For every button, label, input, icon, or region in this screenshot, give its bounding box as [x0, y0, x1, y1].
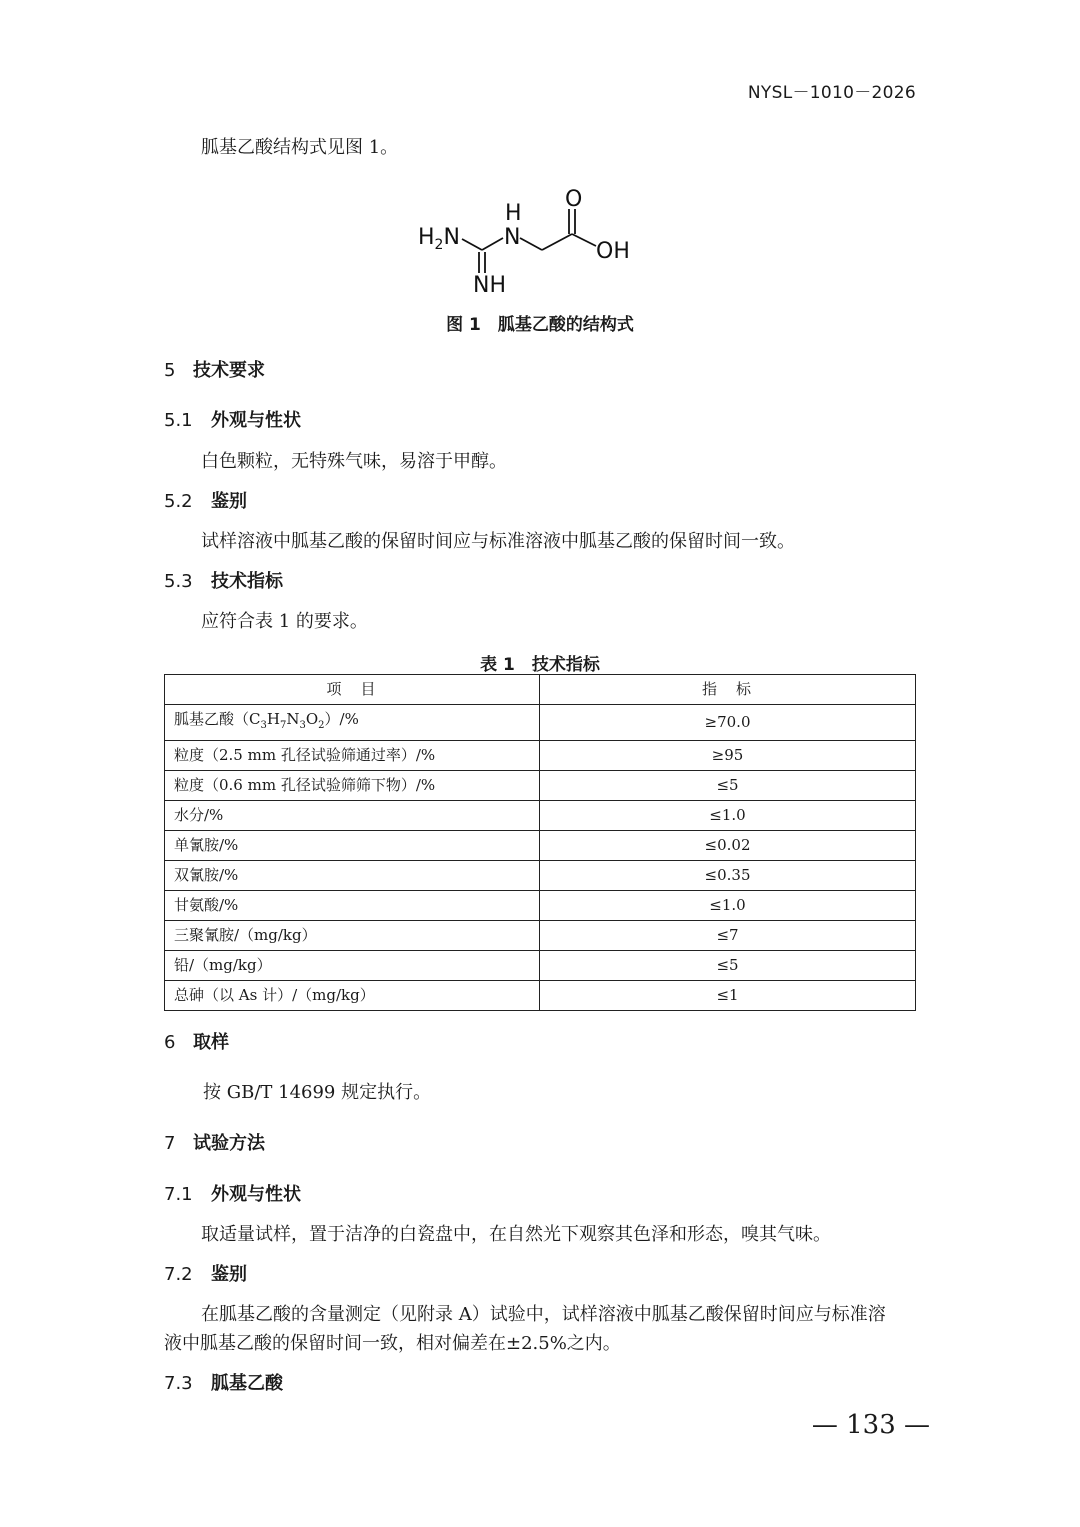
- section-5-1-heading: [164, 410, 301, 432]
- table-row: [165, 741, 916, 771]
- table-row: [165, 831, 916, 861]
- table-cell-item: 铅/（mg/kg）: [165, 951, 540, 981]
- table-row: [165, 951, 916, 981]
- section-number: 7.3: [164, 1373, 193, 1394]
- section-number: 5.2: [164, 491, 193, 512]
- section-7-2-body-line2: 液中胍基乙酸的保留时间一致，相对偏差在±2.5%之内。: [164, 1333, 621, 1354]
- section-number: 5.3: [164, 571, 193, 592]
- table-cell-value: ≤1.0: [540, 891, 916, 921]
- table-cell-value: ≤0.35: [540, 861, 916, 891]
- section-7-2-heading: [164, 1264, 247, 1286]
- section-5-2-body: 试样溶液中胍基乙酸的保留时间应与标准溶液中胍基乙酸的保留时间一致。: [201, 531, 795, 552]
- section-title: 技术要求: [193, 360, 265, 381]
- tech-spec-table: [164, 674, 916, 1011]
- table-header-item: 项 目: [165, 675, 540, 705]
- section-6-heading: [164, 1032, 229, 1054]
- section-6-body: 按 GB/T 14699 规定执行。: [203, 1082, 432, 1103]
- atom-o: O: [565, 187, 583, 212]
- table-row: [165, 981, 916, 1011]
- document-code: NYSL－1010－2026: [747, 83, 916, 103]
- section-title: 试验方法: [193, 1133, 265, 1154]
- bonds: [462, 209, 596, 273]
- section-7-heading: [164, 1133, 265, 1155]
- table-cell-value: ≤0.02: [540, 831, 916, 861]
- table-row: [165, 771, 916, 801]
- atom-n: N: [504, 225, 521, 250]
- table-cell-item: 水分/%: [165, 801, 540, 831]
- section-number: 5.1: [164, 410, 193, 431]
- table-cell-item: 单氰胺/%: [165, 831, 540, 861]
- section-number: 6: [164, 1032, 176, 1053]
- section-7-3-heading: [164, 1373, 283, 1395]
- table-row: [165, 801, 916, 831]
- section-5-1-body: 白色颗粒，无特殊气味，易溶于甲醇。: [201, 451, 507, 472]
- table-cell-value: ≥70.0: [540, 705, 916, 741]
- section-title: 外观与性状: [211, 410, 301, 431]
- table-row: [165, 921, 916, 951]
- atom-h2n: $H_2N$: [418, 225, 460, 253]
- section-title: 鉴别: [211, 1264, 247, 1285]
- section-5-3-body: 应符合表 1 的要求。: [201, 611, 368, 632]
- table-caption: 表 1 技术指标: [480, 655, 600, 675]
- section-title: 取样: [193, 1032, 229, 1053]
- section-number: 7: [164, 1133, 176, 1154]
- section-number: 7.2: [164, 1264, 193, 1285]
- table-cell-item: 三聚氰胺/（mg/kg）: [165, 921, 540, 951]
- figure-caption: 图 1 胍基乙酸的结构式: [446, 315, 634, 335]
- section-5-2-heading: [164, 491, 247, 513]
- table-row: [165, 861, 916, 891]
- section-5-3-heading: [164, 571, 283, 593]
- section-title: 胍基乙酸: [211, 1373, 283, 1394]
- table-cell-value: ≥95: [540, 741, 916, 771]
- structural-formula: [410, 182, 650, 298]
- table-cell-item: 总砷（以 As 计）/（mg/kg）: [165, 981, 540, 1011]
- table-cell-item: 胍基乙酸$(C_3H_7N_3O_2)/\%$: [165, 705, 540, 741]
- atom-nh: NH: [473, 273, 506, 298]
- table-cell-value: ≤1: [540, 981, 916, 1011]
- table-header-row: [165, 675, 916, 705]
- section-number: 7.1: [164, 1184, 193, 1205]
- section-5-heading: [164, 360, 265, 382]
- table-cell-item: 粒度（0.6 mm 孔径试验筛筛下物）/%: [165, 771, 540, 801]
- table-cell-value: ≤5: [540, 951, 916, 981]
- table-header-value: 指 标: [540, 675, 916, 705]
- section-7-1-body: 取适量试样，置于洁净的白瓷盘中，在自然光下观察其色泽和形态，嗅其气味。: [201, 1224, 831, 1245]
- table-cell-item: 双氰胺/%: [165, 861, 540, 891]
- table-row: [165, 891, 916, 921]
- table-cell-value: ≤1.0: [540, 801, 916, 831]
- section-7-2-body-line1: 在胍基乙酸的含量测定（见附录 A）试验中，试样溶液中胍基乙酸保留时间应与标准溶: [201, 1304, 886, 1325]
- table-cell-value: ≤7: [540, 921, 916, 951]
- section-title: 技术指标: [211, 571, 283, 592]
- section-7-1-heading: [164, 1184, 301, 1206]
- page-number: — 133 —: [811, 1410, 930, 1440]
- atom-oh: OH: [596, 239, 630, 264]
- table-cell-item: 甘氨酸/%: [165, 891, 540, 921]
- table-row: [165, 705, 916, 741]
- table-cell-item: 粒度（2.5 mm 孔径试验筛通过率）/%: [165, 741, 540, 771]
- atom-h: H: [505, 201, 522, 226]
- intro-text: 胍基乙酸结构式见图 1。: [201, 137, 399, 158]
- section-title: 外观与性状: [211, 1184, 301, 1205]
- section-title: 鉴别: [211, 491, 247, 512]
- table-cell-value: ≤5: [540, 771, 916, 801]
- section-number: 5: [164, 360, 176, 381]
